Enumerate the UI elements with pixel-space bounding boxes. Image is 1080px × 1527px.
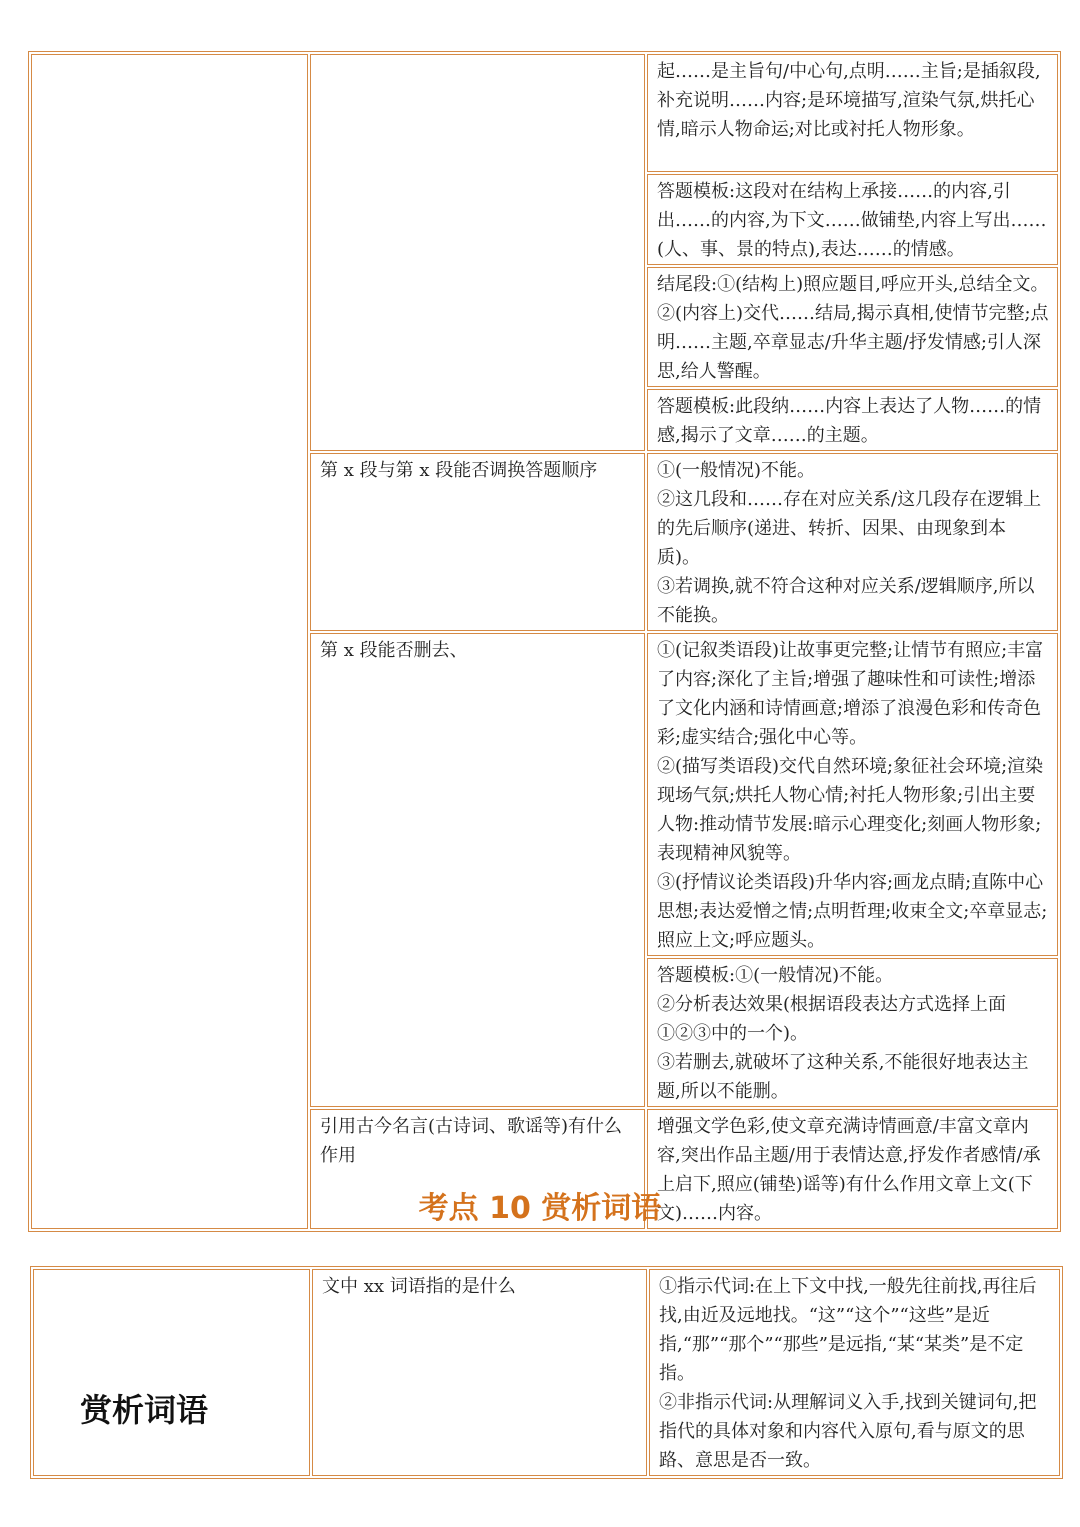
answer-cell: ①(记叙类语段)让故事更完整;让情节有照应;丰富了内容;深化了主旨;增强了趣味性和可读性;增添了文化内涵和诗情画意;增添了浪漫色彩和传奇色彩;虚实结合;强化中心等。 ②(描写类语段)交代自然环境;象征社会环境;渲染现场气氛;烘托人物心情;衬托人物形象;引出主要人物:推动情节发展:暗示心理变化;刻画人物形象;表现精神风貌等。 ③(抒情议论类语段)升华内容;画龙点睛;直陈中心思想;表达爱憎之情;点明哲理;收束全文;卒章显志;照应上文;呼应题头。 [647,633,1058,956]
answer-cell: ①(一般情况)不能。 ②这几段和……存在对应关系/这几段存在逻辑上的先后顺序(递进、转折、因果、由现象到本质)。 ③若调换,就不符合这种对应关系/逻辑顺序,所以不能换。 [647,453,1058,631]
answer-cell: 增强文学色彩,使文章充满诗情画意/丰富文章内容,突出作品主题/用于表情达意,抒发作者感情/承上启下,照应(铺垫)谣等)有什么作用文章上文(下文)……内容。 [647,1109,1058,1229]
answer-template-cell: 答题模板:这段对在结构上承接……的内容,引出……的内容,为下文……做铺垫,内容上写出……(人、事、景的特点),表达……的情感。 [647,174,1058,265]
answer-template-table [28,51,1061,1232]
answer-template-cell: 答题模板:此段纳……内容上表达了人物……的情感,揭示了文章……的主题。 [647,389,1058,451]
question-cell: 第 x 段能否删去、 [310,633,645,1107]
section-heading: 考点 10 赏析词语 [418,1191,662,1226]
word-appreciation-table [30,1266,1063,1479]
topic-label: 赏析词语 [80,1391,209,1429]
answer-cell: 结尾段:①(结构上)照应题目,呼应开头,总结全文。②(内容上)交代……结局,揭示真相,使情节完整;点明……主题,卒章显志/升华主题/抒发情感;引人深思,给人警醒。 [647,267,1058,387]
topic-cell [33,1269,310,1476]
question-cell: 文中 xx 词语指的是什么 [312,1269,647,1476]
topic-cell-empty [31,54,308,1229]
answer-cell: 起……是主旨句/中心句,点明……主旨;是插叙段,补充说明……内容;是环境描写,渲染气氛,烘托心情,暗示人物命运;对比或衬托人物形象。 [647,54,1058,172]
question-cell: 引用古今名言(古诗词、歌谣等)有什么作用 [310,1109,645,1229]
question-cell: 第 x 段与第 x 段能否调换答题顺序 [310,453,645,631]
question-cell [310,54,645,451]
answer-cell: ①指示代词:在上下文中找,一般先往前找,再往后找,由近及远地找。“这”“这个”“这些”是近指,“那”“那个”“那些”是远指,“某“某类”是不定指。 ②非指示代词:从理解词义入手,找到关键词句,把指代的具体对象和内容代入原句,看与原文的思路、意思是否一致。 [649,1269,1060,1476]
answer-template-cell: 答题模板:①(一般情况)不能。 ②分析表达效果(根据语段表达方式选择上面①②③中的一个)。 ③若删去,就破坏了这种关系,不能很好地表达主题,所以不能删。 [647,958,1058,1107]
